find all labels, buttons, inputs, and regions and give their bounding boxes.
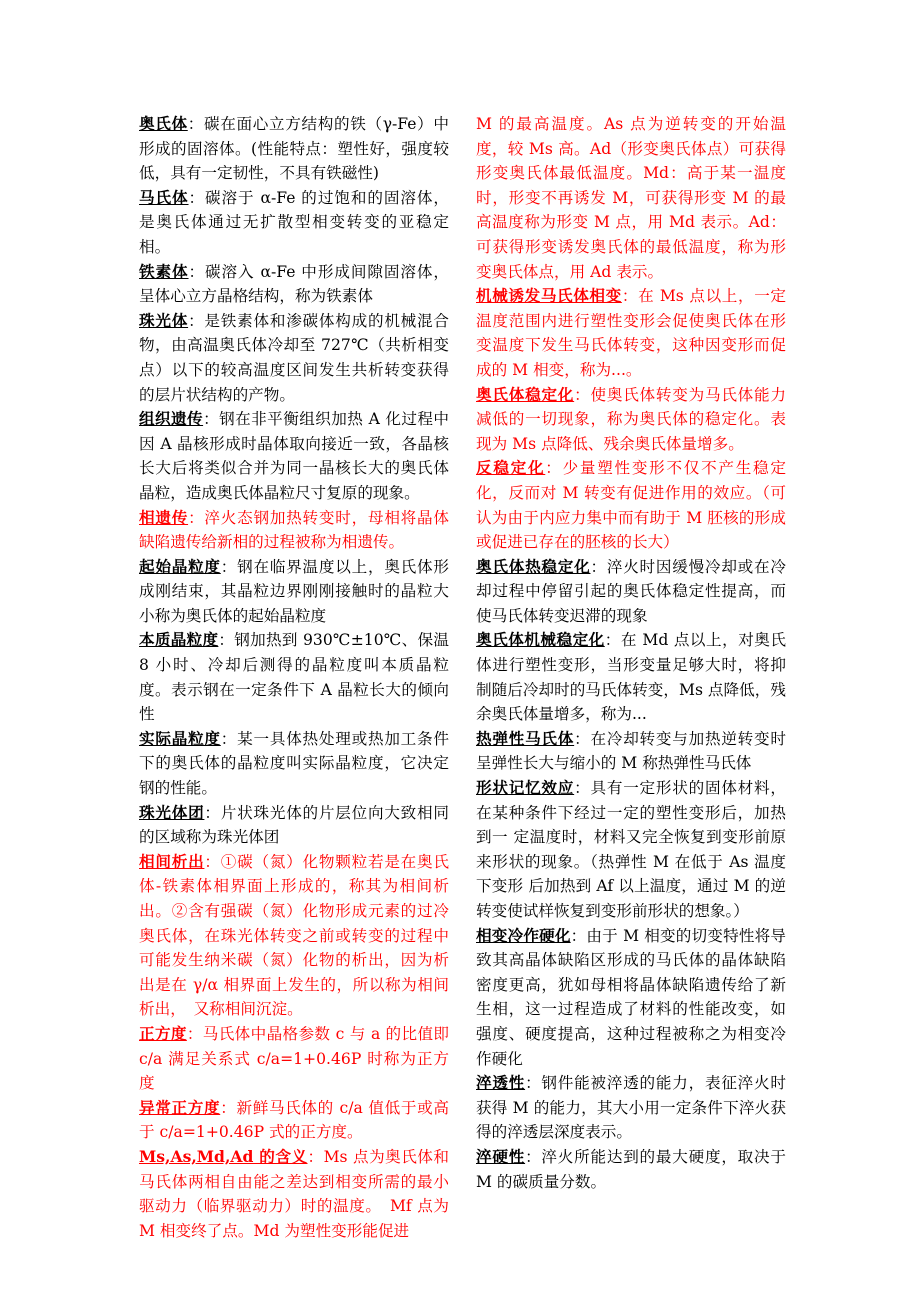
definition-term: 奥氏体机械稳定化 <box>476 630 605 650</box>
definition-entry <box>139 112 449 186</box>
definition-term: 形状记忆效应 <box>476 778 575 798</box>
definition-entry <box>476 1071 786 1145</box>
definition-entry <box>476 776 786 924</box>
definition-term: Ms,As,Md,Ad 的含义 <box>139 1146 308 1166</box>
definition-body: ：在 Md 点以上，对奥氏体进行塑性变形，当形变量足够大时，将抑制随后冷却时的马氏体转变，Ms 点降低，残余奥氏体量增多，称为... <box>476 631 786 724</box>
definition-body: ：碳溶入 α-Fe 中形成间隙固溶体，呈体心立方晶格结构，称为铁素体 <box>139 262 449 306</box>
definition-term: 马氏体 <box>139 187 189 207</box>
definition-term: 淬透性 <box>476 1073 526 1093</box>
definition-term: 异常正方度 <box>139 1097 221 1117</box>
definition-body: ：淬火态钢加热转变时，母相将晶体缺陷遗传给新相的过程被称为相遗传。 <box>139 508 449 552</box>
definition-term: 奥氏体热稳定化 <box>476 556 591 576</box>
definition-body: ：钢在非平衡组织加热 A 化过程中因 A 晶核形成时晶体取向接近一致，各晶核长大后将类似合并为同一晶核长大的奥氏体晶粒，造成奥氏体晶粒尺寸复原的现象。 <box>139 410 449 502</box>
definition-term: 珠光体团 <box>139 802 205 822</box>
definition-entry <box>139 506 449 555</box>
definition-body: ：使奥氏体转变为马氏体能力减低的一切现象，称为奥氏体的稳定化。表现为 Ms 点降低、残余奥氏体量增多。 <box>476 385 786 453</box>
definition-entry <box>139 260 449 309</box>
definition-body: ：片状珠光体的片层位向大致相同的区域称为珠光体团 <box>139 803 449 847</box>
definition-entry <box>476 727 786 776</box>
definition-entry <box>139 628 449 726</box>
left-column <box>139 112 449 1243</box>
definition-term: 珠光体 <box>139 310 189 330</box>
definition-body: ：Ms 点为奥氏体和马氏体两相自由能之差达到相变所需的最小驱动力（临界驱动力）时的温度。 Mf 点为 M 相变终了点。Md 为塑性变形能促进 <box>139 1147 449 1240</box>
definition-body: ：少量塑性变形不仅不产生稳定化，反而对 M 转变有促进作用的效应。（可认为由于内应力集中而有助于 M 胚核的形成或促进已存在的胚核的长大） <box>476 459 786 552</box>
definition-term: 起始晶粒度 <box>139 556 221 576</box>
definition-entry <box>139 309 449 407</box>
definition-entry <box>476 924 786 1072</box>
definition-entry <box>139 407 449 505</box>
definition-term: 奥氏体稳定化 <box>476 384 575 404</box>
definition-entry <box>139 727 449 801</box>
definition-term: 本质晶粒度 <box>139 630 219 650</box>
definition-term: 实际晶粒度 <box>139 728 221 748</box>
definition-body: ：碳在面心立方结构的铁（γ-Fe）中形成的固溶体。(性能特点：塑性好，强度较低，具有一定韧性，不具有铁磁性) <box>139 115 449 183</box>
definition-term: 铁素体 <box>139 261 189 281</box>
definition-term: 机械诱发马氏体相变 <box>476 286 622 306</box>
definition-entry <box>476 1145 786 1194</box>
definition-term: 热弹性马氏体 <box>476 728 575 748</box>
definition-term: 相变冷作硬化 <box>476 925 571 945</box>
definition-term: 组织遗传 <box>139 409 204 429</box>
definition-entry <box>476 456 786 554</box>
definition-body: ：碳溶于 α-Fe 的过饱和的固溶体，是奥氏体通过无扩散型相变转变的亚稳定相。 <box>139 188 449 256</box>
definition-entry <box>139 1096 449 1145</box>
definition-entry <box>476 383 786 457</box>
definition-body: ：具有一定形状的固体材料，在某种条件下经过一定的塑性变形后，加热到一 定温度时，材料又完全恢复到变形前原来形状的现象。（热弹性 M 在低于 As 温度下变形 后加热到 Af 以上温度，通过 M 的逆转变使试样恢复到变形前形状的想象。） <box>476 779 786 920</box>
definition-body: ：某一具体热处理或热加工条件下的奥氏体的晶粒度叫实际晶粒度，它决定钢的性能。 <box>139 729 449 798</box>
definition-term: 反稳定化 <box>476 458 546 478</box>
definition-term: 淬硬性 <box>476 1146 526 1166</box>
definition-body: ：钢在临界温度以上，奥氏体形成刚结束，其晶粒边界刚刚接触时的晶粒大小称为奥氏体的起始晶粒度 <box>139 557 449 625</box>
definition-term: 正方度 <box>139 1023 187 1043</box>
definition-entry <box>476 284 786 382</box>
continued-paragraph: M 的最高温度。As 点为逆转变的开始温度，较 Ms 高。Ad（形变奥氏体点）可获得形变奥氏体最低温度。Md：高于某一温度时，形变不再诱发 M，可获得形变 M 的最高温度称为形变 M 点，用 Md 表示。Ad：可获得形变诱发奥氏体的最低温度，称为形变奥氏体点，用 Ad 表示。 <box>476 115 786 281</box>
definition-body: ：由于 M 相变的切变特性将导致其高晶体缺陷区形成的马氏体的晶体缺陷密度更高，犹如母相将晶体缺陷遗传给了新生相，这一过程造成了材料的性能改变，如强度、硬度提高，这种过程被称之为相变冷作硬化 <box>476 926 786 1068</box>
definition-entry <box>139 555 449 629</box>
definition-body: ：马氏体中晶格参数 c 与 a 的比值即 c/a 满足关系式 c/a=1+0.46P 时称为正方度 <box>139 1024 449 1093</box>
definition-entry <box>139 801 449 850</box>
definition-entry <box>139 850 449 1022</box>
definition-entry <box>476 555 786 629</box>
definition-body: ：淬火时因缓慢冷却或在冷却过程中停留引起的奥氏体稳定性提高，而使马氏体转变迟滞的现象 <box>476 557 786 625</box>
right-column <box>476 112 786 1194</box>
definition-term: 相遗传 <box>139 507 189 527</box>
definition-body: ：在冷却转变与加热逆转变时呈弹性长大与缩小的 M 称热弹性马氏体 <box>476 729 786 773</box>
definition-entry <box>139 186 449 260</box>
definition-body: ：①碳（氮）化物颗粒若是在奥氏体-铁素体相界面上形成的，称其为相间析出。②含有强碳（氮）化物形成元素的过冷奥氏体，在珠光体转变之前或转变的过程中可能发生纳米碳（氮）化物的析出，因为析出是在 γ/α 相界面上发生的，所以称为相间析出， 又称相间沉淀。 <box>139 852 449 1019</box>
definition-term: 奥氏体 <box>139 114 188 133</box>
definition-term: 相间析出 <box>139 851 205 871</box>
definition-entry <box>139 1022 449 1096</box>
definition-body: ：钢件能被淬透的能力，表征淬火时获得 M 的能力，其大小用一定条件下淬火获得的淬透层深度表示。 <box>476 1074 786 1142</box>
definition-body: ：钢加热到 930℃±10℃、保温 8 小时、冷却后测得的晶粒度叫本质晶粒度。表示钢在一定条件下 A 晶粒长大的倾向性 <box>139 631 449 724</box>
definition-entry <box>476 628 786 726</box>
definition-body: ：在 Ms 点以上，一定温度范围内进行塑性变形会促使奥氏体在形变温度下发生马氏体转变，这种因变形而促成的 M 相变，称为...。 <box>476 287 786 379</box>
definition-body: ：是铁素体和渗碳体构成的机械混合物，由高温奥氏体冷却至 727℃（共析相变点）以下的较高温度区间发生共析转变获得的层片状结构的产物。 <box>139 311 449 404</box>
definition-body: ：新鲜马氏体的 c/a 值低于或高于 c/a=1+0.46P 式的正方度。 <box>139 1098 449 1142</box>
definition-entry <box>139 1145 449 1243</box>
definition-body: ：淬火所能达到的最大硬度，取决于 M 的碳质量分数。 <box>476 1147 786 1191</box>
